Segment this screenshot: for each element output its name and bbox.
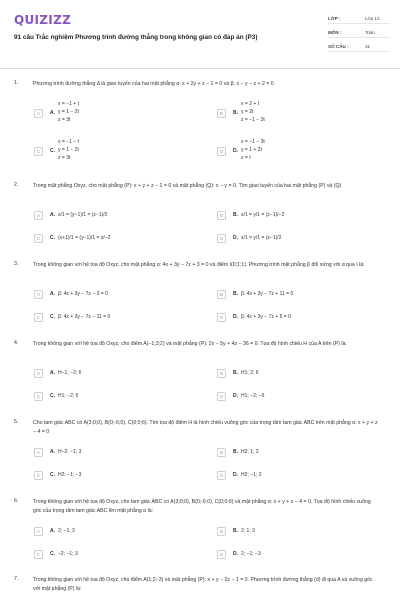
- option-text: x = −1 − 3t y = 1 + 2t z = t: [241, 139, 265, 161]
- option-text: β: 4x + 3y − 7z + 5 = 0: [241, 314, 291, 321]
- option-letter: C.: [50, 472, 55, 479]
- question-text: Phương trình đường thẳng Δ là giao tuyến của hai mặt phẳng α: x + 2y + z − 1 = 0 và β: x − y − z + 2 = 0: [33, 81, 274, 87]
- option-box-b[interactable]: B: [217, 448, 226, 457]
- option-letter: D.: [233, 393, 238, 400]
- option-text: x/1 = (y−1)/1 = (z−1)/2: [58, 212, 108, 219]
- option-box-d[interactable]: D: [217, 234, 226, 243]
- option-box-b[interactable]: B: [217, 527, 226, 536]
- option-text: x = −1 − t y = 1 − 2t z = 3t: [58, 139, 79, 161]
- option-box-c[interactable]: C: [34, 392, 43, 401]
- meta-class: [328, 14, 390, 24]
- option-text: x/1 = y/1 = (z−1)/2: [241, 235, 282, 242]
- option-box-c[interactable]: C: [34, 313, 43, 322]
- option-letter: C.: [50, 148, 55, 155]
- option-text: β: 4x + 3y − 7z − 3 = 0: [58, 291, 108, 298]
- option-text: (x+1)/1 = (y−1)/1 = z/−2: [58, 235, 111, 242]
- option-box-d[interactable]: D: [217, 313, 226, 322]
- option-letter: B.: [233, 449, 238, 456]
- option-letter: D.: [233, 551, 238, 558]
- option-box-a[interactable]: A: [34, 448, 43, 457]
- question-number: 2.: [14, 182, 19, 188]
- option-box-d[interactable]: D: [217, 147, 226, 156]
- question-text: Cho tam giác ABC có A(3;0;0), B(0;-6;0), C(0;0;6). Tìm tọa độ điểm H là hình chiếu vuông góc của trọng tâm tam giác ABC trên mặt phẳng α: x + y + z − 4 = 0: [33, 420, 378, 435]
- option-text: H−2; −1; 3: [58, 449, 82, 456]
- option-letter: B.: [233, 528, 238, 535]
- option-box-a[interactable]: A: [34, 290, 43, 299]
- question-number: 4.: [14, 340, 19, 346]
- option-box-b[interactable]: B: [217, 109, 226, 118]
- option-text: β: 4x + 3y − 7z + 11 = 0: [241, 291, 294, 298]
- option-box-a[interactable]: A: [34, 109, 43, 118]
- option-box-c[interactable]: C: [34, 234, 43, 243]
- option-letter: D.: [233, 148, 238, 155]
- question-number: 7.: [14, 576, 19, 582]
- option-box-c[interactable]: C: [34, 147, 43, 156]
- option-letter: A.: [50, 370, 55, 377]
- option-letter: A.: [50, 212, 55, 219]
- worksheet-header: [0, 0, 400, 68]
- option-letter: A.: [50, 291, 55, 298]
- option-text: 2; 1; 3: [241, 528, 255, 535]
- question-text: Trong mặt phẳng Oxyz, cho mặt phẳng (P): x + y + z − 1 = 0 và mặt phẳng (Q): x − y = 0. Tìm giao tuyến của hai mặt phẳng (P) và (Q): [33, 183, 342, 189]
- option-letter: B.: [233, 110, 238, 117]
- option-letter: B.: [233, 370, 238, 377]
- option-box-b[interactable]: B: [217, 290, 226, 299]
- option-letter: A.: [50, 528, 55, 535]
- option-text: −2; −1; 3: [58, 551, 78, 558]
- option-box-a[interactable]: A: [34, 369, 43, 378]
- option-letter: B.: [233, 212, 238, 219]
- option-text: H2; −1; 3: [241, 472, 262, 479]
- option-text: x = 2 + t y = 2t z = −1 − 3t: [241, 101, 265, 123]
- option-letter: C.: [50, 314, 55, 321]
- quizizz-logo: QUIZIZZ: [14, 13, 72, 27]
- worksheet-title: 91 câu Trắc nghiệm Phương trình đường thẳng trong không gian có đáp án (P3): [14, 34, 258, 41]
- option-box-c[interactable]: C: [34, 550, 43, 559]
- question-number: 5.: [14, 419, 19, 425]
- meta-count-value: 31: [365, 44, 371, 49]
- option-letter: C.: [50, 235, 55, 242]
- option-text: 2; −1; 3: [58, 528, 75, 535]
- option-box-b[interactable]: B: [217, 369, 226, 378]
- meta-count: [328, 42, 390, 52]
- option-box-b[interactable]: B: [217, 211, 226, 220]
- option-letter: A.: [50, 449, 55, 456]
- option-box-d[interactable]: D: [217, 471, 226, 480]
- option-letter: D.: [233, 314, 238, 321]
- option-letter: B.: [233, 291, 238, 298]
- question-number: 1.: [14, 80, 19, 86]
- option-text: H1; −2; 6: [58, 393, 79, 400]
- option-box-a[interactable]: A: [34, 527, 43, 536]
- option-box-a[interactable]: A: [34, 211, 43, 220]
- meta-count-label: SỐ CÂU :: [328, 44, 349, 49]
- question-text: Trong không gian với hệ tọa độ Oxyz, cho mặt phẳng α: 4x + 3y − 7z + 3 = 0 và điểm I(0;1;1). Phương trình mặt phẳng β đối xứng với α qua I là:: [33, 262, 365, 268]
- option-text: H1; −2; −6: [241, 393, 265, 400]
- option-text: x/1 = y/1 = (z−1)/−2: [241, 212, 285, 219]
- option-letter: C.: [50, 551, 55, 558]
- question-text: Trong không gian với hệ tọa độ Oxyz, cho điểm A(−1;3;2) và mặt phẳng (P): 2x − 5y + 4z − 36 = 0. Tọa độ hình chiếu H của A trên (P) là:: [33, 341, 347, 347]
- option-text: H2; −1; −3: [58, 472, 82, 479]
- option-letter: D.: [233, 235, 238, 242]
- meta-subject: [328, 28, 390, 38]
- meta-subject-label: MÔN :: [328, 30, 342, 35]
- question-number: 3.: [14, 261, 19, 267]
- option-text: x = −1 + t y = 1 − 2t z = 3t: [58, 101, 79, 123]
- question-text: Trong không gian với hệ tọa độ Oxyz, cho điểm A(1;2;-3) và mặt phẳng (P): x + y − 2z − 1 = 0. Phương trình đường thẳng (d) đi qua A và vuông góc với mặt phẳng (P) là:: [33, 577, 373, 592]
- option-box-d[interactable]: D: [217, 392, 226, 401]
- meta-subject-value: Toán: [365, 30, 375, 35]
- option-letter: C.: [50, 393, 55, 400]
- meta-class-value: Lớp 12: [365, 16, 380, 21]
- option-box-c[interactable]: C: [34, 471, 43, 480]
- option-letter: D.: [233, 472, 238, 479]
- option-text: β: 4x + 3y − 7z − 11 = 0: [58, 314, 111, 321]
- option-text: H2; 1; 3: [241, 449, 259, 456]
- question-text: Trong không gian với hệ tọa độ Oxyz, cho tam giác ABC có A(3;0;0), B(0;-6;0), C(0;0;6) và mặt phẳng α: x + y + z − 4 = 0. Tọa độ hình chiếu vuông góc của trọng tâm tam giác ABC lên mặt phẳng α là:: [33, 499, 371, 514]
- question-number: 6.: [14, 498, 19, 504]
- option-letter: A.: [50, 110, 55, 117]
- option-text: 2; −1; −3: [241, 551, 261, 558]
- option-box-d[interactable]: D: [217, 550, 226, 559]
- option-text: H−1; −2; 6: [58, 370, 82, 377]
- meta-class-label: LỚP :: [328, 16, 341, 21]
- header-divider: [0, 68, 400, 69]
- option-text: H1; 2; 6: [241, 370, 259, 377]
